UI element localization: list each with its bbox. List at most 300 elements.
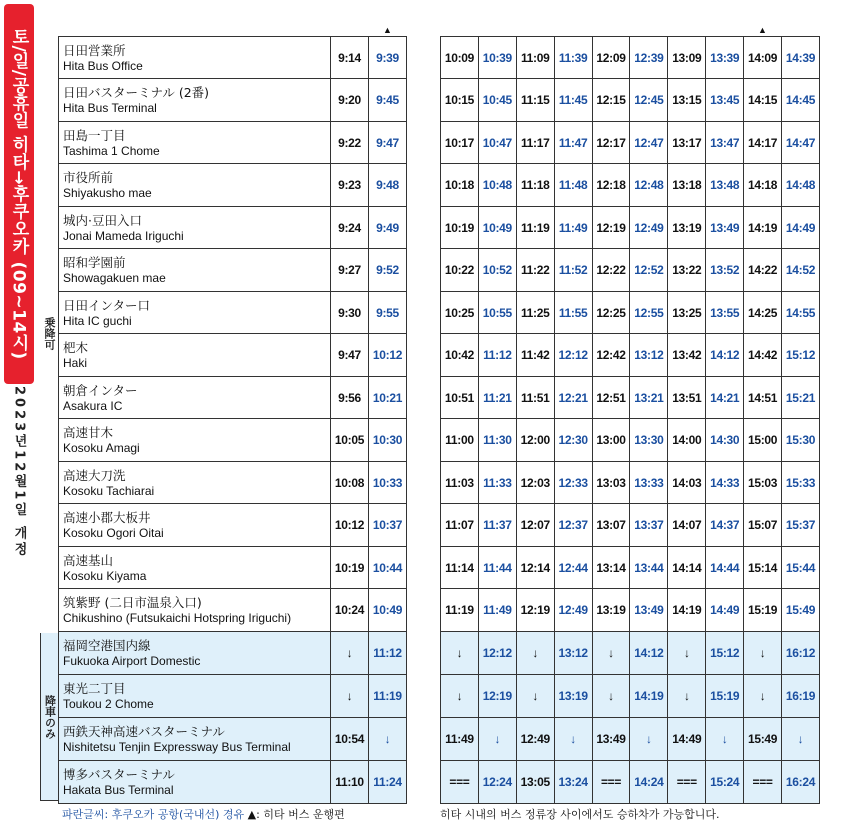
time-cell: 10:18	[441, 164, 479, 207]
time-cell: 12:14	[516, 547, 554, 589]
boarding-section-label: 乗降可	[43, 316, 56, 350]
time-cell: 11:47	[554, 122, 592, 164]
departure-row	[441, 632, 820, 675]
time-cell: 14:19	[668, 589, 706, 632]
time-cell: 13:42	[668, 334, 706, 377]
time-cell: 15:19	[706, 675, 744, 718]
time-cell: 10:08	[331, 462, 369, 504]
time-cell: 15:12	[782, 334, 820, 377]
stop-name-jp: 城内·豆田入口	[63, 212, 142, 228]
time-cell: 9:14	[331, 37, 369, 79]
time-cell: 14:15	[744, 79, 782, 122]
time-cell: 13:18	[668, 164, 706, 207]
stop-row	[59, 79, 407, 122]
stop-row	[59, 675, 407, 718]
stop-name-en: Hita IC guchi	[63, 313, 132, 328]
alight-only-section-label: 降車のみ	[40, 633, 58, 801]
stop-row	[59, 462, 407, 504]
time-cell: 12:17	[592, 122, 630, 164]
stop-row	[59, 292, 407, 334]
stop-name-jp: 高速甘木	[63, 425, 114, 440]
time-cell: 9:39	[369, 37, 407, 79]
time-cell: 10:12	[369, 334, 407, 377]
time-cell: 11:49	[441, 718, 479, 761]
time-cell: 14:24	[630, 761, 668, 804]
time-cell: 13:44	[630, 547, 668, 589]
time-cell: 11:12	[369, 632, 407, 675]
time-cell: 12:18	[592, 164, 630, 207]
time-cell: 13:51	[668, 377, 706, 419]
hita-bus-mark: ▲	[383, 25, 392, 35]
time-cell: 13:17	[668, 122, 706, 164]
time-cell: 9:52	[369, 249, 407, 292]
time-cell: 13:12	[630, 334, 668, 377]
time-cell: 10:17	[441, 122, 479, 164]
departure-row	[441, 122, 820, 164]
time-cell: 13:22	[668, 249, 706, 292]
later-departures-table	[440, 36, 820, 804]
time-cell: ↓	[331, 675, 369, 718]
time-cell: 14:12	[630, 632, 668, 675]
stop-name-jp: 朝倉インター	[63, 382, 138, 398]
time-cell: 9:24	[331, 207, 369, 249]
time-cell: 9:20	[331, 79, 369, 122]
time-cell: 10:30	[369, 419, 407, 462]
time-cell: 11:03	[441, 462, 479, 504]
stop-row	[59, 377, 407, 419]
departure-row	[441, 761, 820, 804]
time-cell: 14:17	[744, 122, 782, 164]
time-cell: ↓	[554, 718, 592, 761]
time-cell: 16:24	[782, 761, 820, 804]
stop-name-cell	[59, 675, 331, 718]
time-cell: 13:07	[592, 504, 630, 547]
stop-name-cell	[59, 207, 331, 249]
time-cell: 11:15	[516, 79, 554, 122]
time-cell: 10:22	[441, 249, 479, 292]
time-cell: 13:37	[630, 504, 668, 547]
time-cell: ===	[668, 761, 706, 804]
time-cell: 11:37	[478, 504, 516, 547]
time-cell: 13:03	[592, 462, 630, 504]
time-cell: 11:48	[554, 164, 592, 207]
stop-name-en: Kosoku Ogori Oitai	[63, 526, 164, 540]
time-cell: 10:33	[369, 462, 407, 504]
time-cell: 13:30	[630, 419, 668, 462]
time-cell: 9:27	[331, 249, 369, 292]
time-cell: 10:12	[331, 504, 369, 547]
time-cell: 12:19	[592, 207, 630, 249]
stop-timetable	[58, 36, 407, 804]
time-cell: ↓	[782, 718, 820, 761]
route-banner	[4, 4, 34, 384]
time-cell: 11:44	[478, 547, 516, 589]
time-cell: 11:52	[554, 249, 592, 292]
time-cell: 14:14	[668, 547, 706, 589]
stop-name-en: Showagakuen mae	[63, 271, 166, 285]
revision-date-text: 2023년12월1일 개정	[11, 386, 27, 558]
departure-row	[441, 249, 820, 292]
time-cell: 11:51	[516, 377, 554, 419]
departure-row	[441, 334, 820, 377]
time-cell: ↓	[592, 632, 630, 675]
time-cell: 10:54	[331, 718, 369, 761]
stop-name-jp: 筑紫野 (二日市温泉入口)	[63, 595, 202, 610]
time-cell: 9:23	[331, 164, 369, 207]
departure-row	[441, 547, 820, 589]
time-cell: 12:07	[516, 504, 554, 547]
time-cell: 14:18	[744, 164, 782, 207]
time-cell: 13:25	[668, 292, 706, 334]
time-cell: 11:30	[478, 419, 516, 462]
time-cell: 12:12	[478, 632, 516, 675]
time-cell: 15:49	[744, 718, 782, 761]
time-cell: 12:33	[554, 462, 592, 504]
time-cell: 14:22	[744, 249, 782, 292]
time-cell: ↓	[516, 675, 554, 718]
departure-row	[441, 419, 820, 462]
stop-name-cell	[59, 632, 331, 675]
stop-name-cell	[59, 164, 331, 207]
stop-name-en: Asakura IC	[63, 398, 123, 413]
stop-name-cell	[59, 292, 331, 334]
time-cell: 13:14	[592, 547, 630, 589]
time-cell: 9:48	[369, 164, 407, 207]
stop-name-en: Toukou 2 Chome	[63, 697, 154, 711]
stop-row	[59, 632, 407, 675]
time-cell: 14:45	[782, 79, 820, 122]
time-cell: 12:37	[554, 504, 592, 547]
time-cell: 12:15	[592, 79, 630, 122]
time-cell: 11:12	[478, 334, 516, 377]
stop-name-jp: 高速大刀洗	[63, 467, 126, 483]
time-cell: 12:49	[554, 589, 592, 632]
departure-row	[441, 292, 820, 334]
time-cell: 13:24	[554, 761, 592, 804]
time-cell: 9:45	[369, 79, 407, 122]
stop-name-jp: 日田インター口	[63, 297, 151, 313]
time-cell: 10:42	[441, 334, 479, 377]
stop-name-cell	[59, 419, 331, 462]
time-cell: 10:05	[331, 419, 369, 462]
time-cell: 10:24	[331, 589, 369, 632]
time-cell: 14:51	[744, 377, 782, 419]
time-cell: ↓	[706, 718, 744, 761]
departure-row	[441, 718, 820, 761]
time-cell: 12:44	[554, 547, 592, 589]
time-cell: 14:49	[782, 207, 820, 249]
time-cell: 10:44	[369, 547, 407, 589]
time-cell: 12:22	[592, 249, 630, 292]
time-cell: 10:37	[369, 504, 407, 547]
time-cell: 10:21	[369, 377, 407, 419]
time-cell: 11:19	[369, 675, 407, 718]
stop-name-en: Chikushino (Futsukaichi Hotspring Iriguchi)	[63, 611, 292, 625]
time-cell: 9:47	[369, 122, 407, 164]
time-cell: 12:55	[630, 292, 668, 334]
time-cell: 13:33	[630, 462, 668, 504]
departure-row	[441, 377, 820, 419]
stop-name-jp: 日田営業所	[63, 42, 126, 58]
stop-name-cell	[59, 249, 331, 292]
stop-row	[59, 761, 407, 804]
stop-row	[59, 334, 407, 377]
time-cell: 13:00	[592, 419, 630, 462]
departure-row	[441, 589, 820, 632]
time-cell: 9:55	[369, 292, 407, 334]
time-cell: ===	[592, 761, 630, 804]
time-cell: 13:49	[706, 207, 744, 249]
time-cell: ↓	[331, 632, 369, 675]
stop-name-jp: 杷木	[63, 340, 89, 355]
time-cell: 9:49	[369, 207, 407, 249]
time-cell: 11:10	[331, 761, 369, 804]
stop-name-jp: 東光二丁目	[63, 681, 126, 696]
time-cell: 11:49	[554, 207, 592, 249]
time-cell: 15:49	[782, 589, 820, 632]
time-cell: 9:30	[331, 292, 369, 334]
time-cell: ↓	[668, 632, 706, 675]
stop-name-en: Shiyakusho mae	[63, 186, 152, 200]
stop-name-jp: 日田バスターミナル (2番)	[63, 85, 210, 100]
time-cell: ↓	[630, 718, 668, 761]
time-cell: 11:09	[516, 37, 554, 79]
time-cell: 14:25	[744, 292, 782, 334]
time-cell: 10:48	[478, 164, 516, 207]
time-cell: 15:19	[744, 589, 782, 632]
time-cell: 9:47	[331, 334, 369, 377]
time-cell: 12:39	[630, 37, 668, 79]
time-cell: 11:17	[516, 122, 554, 164]
departure-row	[441, 504, 820, 547]
stop-name-en: Tashima 1 Chome	[63, 143, 160, 158]
time-cell: 11:39	[554, 37, 592, 79]
stop-row	[59, 122, 407, 164]
time-cell: 10:19	[441, 207, 479, 249]
time-cell: 10:49	[369, 589, 407, 632]
time-cell: ↓	[668, 675, 706, 718]
time-cell: 11:25	[516, 292, 554, 334]
time-cell: 14:30	[706, 419, 744, 462]
stop-name-en: Hakata Bus Terminal	[63, 783, 174, 797]
time-cell: 14:19	[744, 207, 782, 249]
stop-name-cell	[59, 122, 331, 164]
stop-name-cell	[59, 377, 331, 419]
time-cell: 11:21	[478, 377, 516, 419]
stop-name-cell	[59, 37, 331, 79]
time-cell: 15:44	[782, 547, 820, 589]
time-cell: 13:21	[630, 377, 668, 419]
time-cell: 10:09	[441, 37, 479, 79]
time-cell: ↓	[592, 675, 630, 718]
stop-name-cell	[59, 547, 331, 589]
revision-date	[4, 386, 34, 558]
time-cell: 12:49	[630, 207, 668, 249]
time-cell: 15:24	[706, 761, 744, 804]
time-cell: 13:55	[706, 292, 744, 334]
stop-row	[59, 718, 407, 761]
time-cell: ===	[441, 761, 479, 804]
time-cell: ↓	[441, 632, 479, 675]
time-cell: 10:15	[441, 79, 479, 122]
time-cell: 12:19	[516, 589, 554, 632]
time-cell: 14:07	[668, 504, 706, 547]
time-cell: 14:48	[782, 164, 820, 207]
time-cell: 11:14	[441, 547, 479, 589]
stop-name-jp: 昭和学園前	[63, 255, 126, 270]
time-cell: 13:19	[554, 675, 592, 718]
departure-row	[441, 462, 820, 504]
time-cell: 15:07	[744, 504, 782, 547]
time-cell: 13:15	[668, 79, 706, 122]
time-cell: 11:42	[516, 334, 554, 377]
time-cell: 12:30	[554, 419, 592, 462]
time-cell: ↓	[441, 675, 479, 718]
time-cell: 13:45	[706, 79, 744, 122]
time-cell: 11:19	[516, 207, 554, 249]
time-cell: 14:21	[706, 377, 744, 419]
time-cell: 11:22	[516, 249, 554, 292]
time-cell: 14:09	[744, 37, 782, 79]
time-cell: 11:33	[478, 462, 516, 504]
stop-row	[59, 207, 407, 249]
time-cell: 13:12	[554, 632, 592, 675]
stop-name-cell	[59, 504, 331, 547]
time-cell: 14:39	[782, 37, 820, 79]
time-cell: 15:30	[782, 419, 820, 462]
time-cell: 12:47	[630, 122, 668, 164]
stop-name-jp: 西鉄天神高速バスターミナル	[63, 724, 225, 739]
stop-name-jp: 高速基山	[63, 552, 114, 568]
time-cell: 13:49	[592, 718, 630, 761]
time-cell: 13:48	[706, 164, 744, 207]
time-cell: 15:12	[706, 632, 744, 675]
time-cell: 15:33	[782, 462, 820, 504]
time-cell: 14:12	[706, 334, 744, 377]
time-cell: 14:03	[668, 462, 706, 504]
hita-bus-mark: ▲	[758, 25, 767, 35]
time-cell: 11:55	[554, 292, 592, 334]
time-cell: 11:19	[441, 589, 479, 632]
time-cell: 12:45	[630, 79, 668, 122]
time-cell: 14:49	[706, 589, 744, 632]
time-cell: 9:56	[331, 377, 369, 419]
time-cell: 12:00	[516, 419, 554, 462]
time-cell: 12:21	[554, 377, 592, 419]
time-cell: ↓	[744, 675, 782, 718]
time-cell: 13:19	[592, 589, 630, 632]
time-cell: 14:44	[706, 547, 744, 589]
time-cell: 14:00	[668, 419, 706, 462]
time-cell: ↓	[478, 718, 516, 761]
stop-name-en: Hita Bus Office	[63, 58, 143, 73]
time-cell: 12:51	[592, 377, 630, 419]
stop-name-en: Haki	[63, 356, 88, 370]
time-cell: 14:42	[744, 334, 782, 377]
time-cell: 10:51	[441, 377, 479, 419]
time-cell: 15:00	[744, 419, 782, 462]
stop-name-en: Fukuoka Airport Domestic	[63, 654, 201, 668]
stop-row	[59, 419, 407, 462]
time-cell: 14:49	[668, 718, 706, 761]
time-cell: 14:33	[706, 462, 744, 504]
stop-name-jp: 田島一丁目	[63, 127, 126, 143]
time-cell: 12:42	[592, 334, 630, 377]
time-cell: 10:55	[478, 292, 516, 334]
stop-row	[59, 547, 407, 589]
departure-row	[441, 207, 820, 249]
time-cell: 14:19	[630, 675, 668, 718]
stop-name-jp: 高速小郡大板井	[63, 510, 151, 525]
stop-name-jp: 博多バスターミナル	[63, 767, 175, 782]
footer-note: 히타 시내의 버스 정류장 사이에서도 승하차가 가능합니다.	[440, 808, 720, 821]
time-cell: 11:18	[516, 164, 554, 207]
time-cell: 11:24	[369, 761, 407, 804]
time-cell: 12:12	[554, 334, 592, 377]
time-cell: 12:25	[592, 292, 630, 334]
time-cell: 12:09	[592, 37, 630, 79]
time-cell: ↓	[369, 718, 407, 761]
time-cell: 14:47	[782, 122, 820, 164]
stop-row	[59, 37, 407, 79]
time-cell: 13:39	[706, 37, 744, 79]
stop-name-jp: 市役所前	[63, 170, 114, 185]
time-cell: 15:37	[782, 504, 820, 547]
footer-legend	[62, 806, 345, 822]
time-cell: 13:09	[668, 37, 706, 79]
time-cell: 12:19	[478, 675, 516, 718]
time-cell: 10:49	[478, 207, 516, 249]
stop-name-en: Jonai Mameda Iriguchi	[63, 228, 184, 243]
stop-name-cell	[59, 718, 331, 761]
route-banner-text: 토/일/공휴일 히타→후쿠오카 (09~14시)	[8, 28, 29, 360]
time-cell: 16:12	[782, 632, 820, 675]
departure-row	[441, 675, 820, 718]
time-cell: 12:52	[630, 249, 668, 292]
stop-name-en: Hita Bus Terminal	[63, 101, 157, 115]
time-cell: 14:52	[782, 249, 820, 292]
time-cell: ↓	[516, 632, 554, 675]
time-cell: ↓	[744, 632, 782, 675]
time-cell: 9:22	[331, 122, 369, 164]
legend-blue-text: 파란글씨: 후쿠오카 공항(국내선) 경유	[62, 808, 245, 821]
time-cell: 10:52	[478, 249, 516, 292]
time-cell: 11:07	[441, 504, 479, 547]
stop-row	[59, 504, 407, 547]
time-cell: 15:03	[744, 462, 782, 504]
time-cell: 10:39	[478, 37, 516, 79]
stop-name-jp: 福岡空港国内線	[63, 638, 151, 653]
stop-name-cell	[59, 462, 331, 504]
time-cell: 11:49	[478, 589, 516, 632]
stop-row	[59, 589, 407, 632]
time-cell: 15:21	[782, 377, 820, 419]
time-cell: 13:05	[516, 761, 554, 804]
stop-name-en: Kosoku Tachiarai	[63, 483, 155, 498]
departure-row	[441, 164, 820, 207]
time-cell: 13:19	[668, 207, 706, 249]
time-cell: 14:37	[706, 504, 744, 547]
time-cell: ===	[744, 761, 782, 804]
departure-row	[441, 79, 820, 122]
time-cell: 12:03	[516, 462, 554, 504]
time-cell: 10:25	[441, 292, 479, 334]
time-cell: 10:45	[478, 79, 516, 122]
time-cell: 12:24	[478, 761, 516, 804]
time-cell: 12:49	[516, 718, 554, 761]
legend-mark-text: ▲: 히타 버스 운행편	[247, 808, 345, 821]
time-cell: 13:47	[706, 122, 744, 164]
